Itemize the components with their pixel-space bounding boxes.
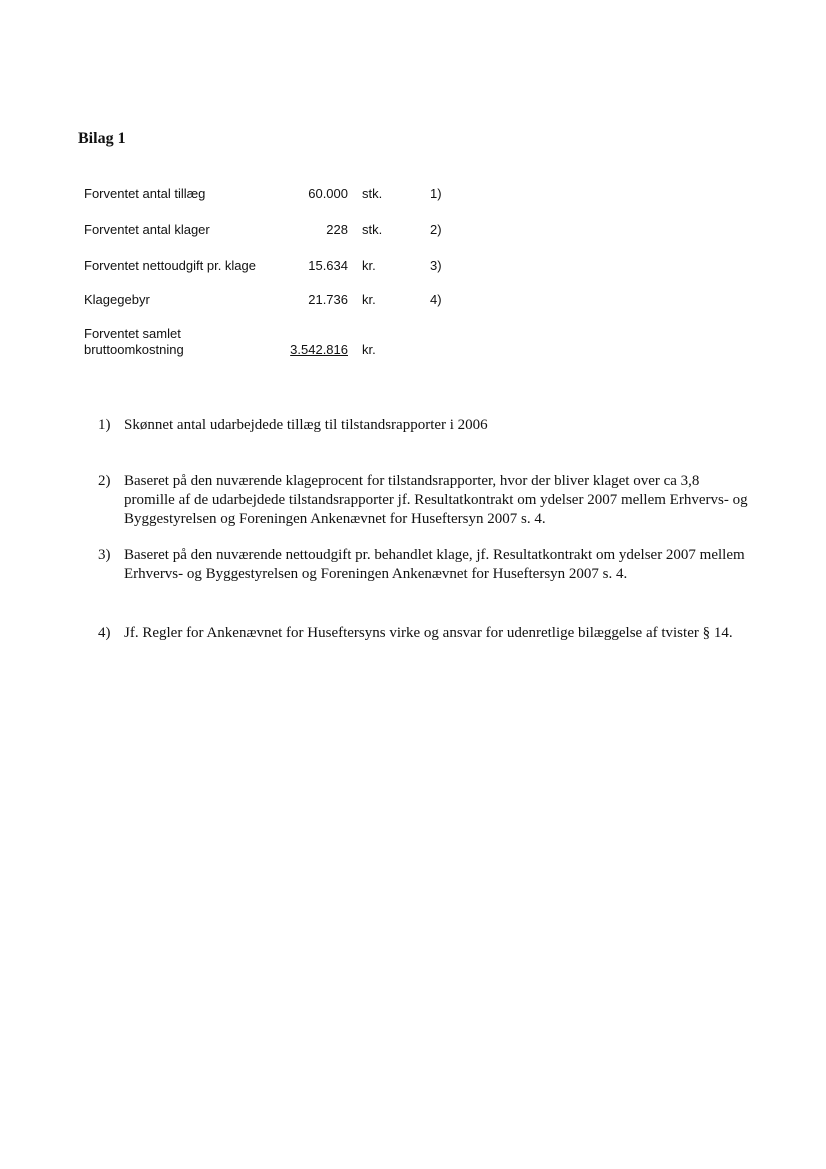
row-unit: stk. (362, 222, 383, 237)
table-row (84, 290, 464, 308)
row-ref: 1) (430, 186, 442, 201)
row-ref: 2) (430, 222, 442, 237)
footnote-text: Jf. Regler for Ankenævnet for Huseftersyns virke og ansvar for udenretlige bilæggelse af tvister § 14. (124, 625, 733, 641)
table-row (84, 168, 464, 202)
row-unit: kr. (362, 342, 376, 357)
row-value: 3.542.816 (290, 342, 348, 357)
footnote-text: Baseret på den nuværende nettoudgift pr. behandlet klage, jf. Resultatkontrakt om ydelser 2007 mellem Erhvervs- og Byggestyrelsen og Foreningen Ankenævnet for Huseftersyn 2007 s. 4. (124, 547, 745, 582)
footnote (98, 624, 748, 643)
row-unit: kr. (362, 258, 376, 273)
row-label: Forventet antal tillæg (84, 186, 206, 201)
row-label: Forventet nettoudgift pr. klage (84, 258, 256, 273)
table-row-total (84, 324, 464, 358)
footnote-text: Skønnet antal udarbejdede tillæg til tilstandsrapporter i 2006 (124, 417, 488, 433)
row-label: Forventet antal klager (84, 222, 210, 237)
footnote-text: Baseret på den nuværende klageprocent for tilstandsrapporter, hvor der bliver klaget over ca 3,8 promille af de udarbejdede tilstandsrapporter jf. Resultatkontrakt om ydelser 2007 mellem Erhvervs- og Byggestyrelsen og Foreningen Ankenævnet for Huseftersyn 2007 s. 4. (124, 473, 748, 527)
row-value: 228 (326, 222, 348, 237)
footnote (98, 416, 748, 435)
row-value: 21.736 (308, 292, 348, 307)
footnote-number: 2) (98, 473, 111, 489)
row-label: Klagegebyr (84, 292, 150, 307)
row-ref: 3) (430, 258, 442, 273)
row-unit: stk. (362, 186, 383, 201)
table-row (84, 220, 464, 238)
row-ref: 4) (430, 292, 442, 307)
row-label: Forventet samlet bruttoomkostning (84, 326, 184, 357)
table-row (84, 256, 464, 274)
footnote-number: 3) (98, 547, 111, 563)
row-value: 60.000 (308, 186, 348, 201)
row-value: 15.634 (308, 258, 348, 273)
footnote-number: 1) (98, 417, 111, 433)
footnote-number: 4) (98, 625, 111, 641)
page-heading: Bilag 1 (78, 130, 126, 147)
footnote (98, 472, 748, 529)
row-unit: kr. (362, 292, 376, 307)
footnote (98, 546, 748, 584)
